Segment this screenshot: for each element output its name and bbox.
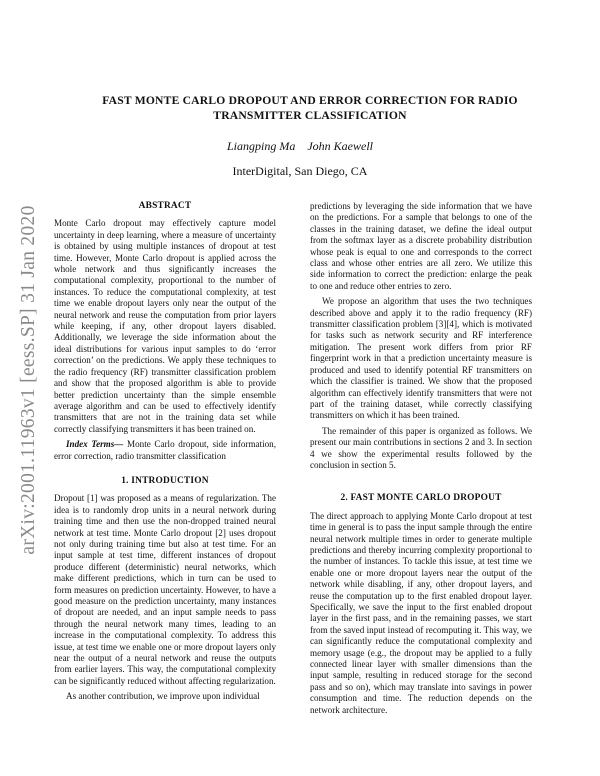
- index-terms-text: Monte Carlo dropout, side information, error correction, radio transmitter classification: [54, 439, 276, 461]
- author-list: [0, 139, 600, 154]
- author-name: John Kaewell: [307, 139, 373, 153]
- intro-paragraph-2-continued: predictions by leveraging the side information that we have on the predictions. For a sample that belongs to one of the classes in the training dataset, we define the ideal output from the softmax layer as a discrete probability distribution whose peak is equal to one and corresponds to the correct class and whose other entries are all zero. We utilize this side information to correct the prediction: enlarge the peak to one and reduce other entries to zero.: [310, 201, 532, 291]
- section2-paragraph-1: The direct approach to applying Monte Carlo dropout at test time in general is to pass the input sample through the entire neural network multiple times in order to generate multiple predictions and thereby incurring complexity proportional to the number of instances. To tackle this issue, at test time we enable one or more dropout layers near the output of the network while disabling, if any, other dropout layers, and reuse the computation up to the first enabled dropout layer. Specifically, we save the input to the first enabled dropout layer in the first pass, and in the remaining passes, we start from the saved input instead of recomputing it. This way, we can significantly reduce the computational complexity and memory usage (e.g., the dropout may be applied to a fully connected linear layer with smaller dimensions than the input sample, resulting in reduced storage for the second pass and so on), which may translate into savings in power consumption and time. The reduction depends on the network architecture.: [310, 510, 532, 715]
- intro-heading: 1. INTRODUCTION: [121, 475, 209, 486]
- intro-paragraph-3: We propose an algorithm that uses the two techniques described above and apply it to the radio frequency (RF) transmitter classification problem [3][4], which is motivated for tasks such as network security and RF interference mitigation. The present work differs from prior RF fingerprint work in that a prediction uncertainty measure is produced and used to identify potential RF transmitters on which the classifier is trained. We show that the proposed algorithm can effectively identify transmitters that were not part of the training dataset, while correctly classifying transmitters on which it has been trained.: [310, 296, 532, 421]
- author-name: Liangping Ma: [227, 139, 296, 153]
- right-column: [310, 201, 532, 716]
- intro-paragraph-1: Dropout [1] was proposed as a means of regularization. The idea is to randomly drop units in a neural network during training time and then use the non-dropped trained neural network at test time. Monte Carlo dropout [2] uses dropout not only during training time but also at test time. For an input sample at test time, different instances of dropout produce different (deterministic) neural networks, which make different predictions, which in turn can be used to form measures on prediction uncertainty. However, to have a good measure on the prediction uncertainty, many instances of dropout are needed, and an input sample needs to pass through the neural network many times, leading to an increase in the computational complexity. To address this issue, at test time we enable one or more dropout layers only near the output of a neural network and reuse the outputs from earlier layers. This way, the computational complexity can be significantly reduced without affecting regularization.: [54, 493, 276, 686]
- intro-paragraph-2: As another contribution, we improve upon individual: [66, 691, 260, 702]
- abstract-heading: ABSTRACT: [138, 201, 192, 211]
- left-column: [54, 201, 276, 703]
- intro-paragraph-4: The remainder of this paper is organized as follows. We present our main contributions in sections 2 and 3. In section 4 we show the experimental results followed by the conclusion in section 5.: [310, 425, 532, 470]
- affiliation: InterDigital, San Diego, CA: [232, 164, 368, 178]
- paper-title: FAST MONTE CARLO DROPOUT AND ERROR CORRECTION FOR RADIO TRANSMITTER CLASSIFICATION: [102, 94, 518, 122]
- arxiv-identifier: [14, 190, 44, 570]
- arxiv-identifier-text: arXiv:2001.11963v1 [eess.SP] 31 Jan 2020: [18, 205, 39, 555]
- section2-heading: 2. FAST MONTE CARLO DROPOUT: [340, 493, 502, 504]
- index-terms-label: Index Terms—: [66, 439, 124, 450]
- index-terms: [54, 439, 276, 462]
- abstract-text: Monte Carlo dropout may effectively capture model uncertainty in deep learning, where a measure of uncertainty is obtained by using multiple instances of dropout at test time. However, Monte Carlo dropout is applied across the whole network and thus significantly increases the computational complexity, proportional to the number of instances. To reduce the computational complexity, at test time we enable dropout layers only near the output of the neural network and reuse the computation from prior layers while keeping, if any, other dropout layers disabled. Additionally, we leverage the side information about the ideal distributions for various input samples to do ‘error correction’ on the predictions. We apply these techniques to the radio frequency (RF) transmitter classification problem and show that the proposed algorithm is able to provide better prediction uncertainty than the simple ensemble average algorithm and can be used to effectively identify transmitters that are not in the training data set while correctly classifying transmitters it has been trained on.: [54, 218, 276, 434]
